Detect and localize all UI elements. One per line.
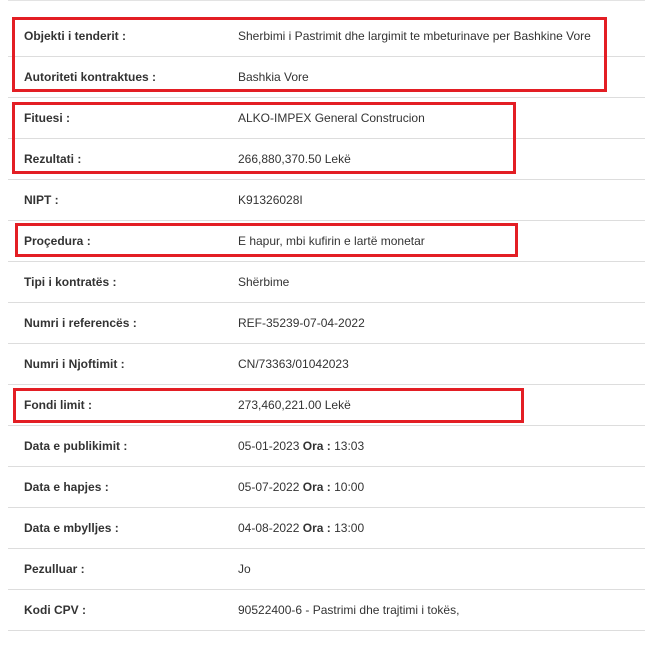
time-label: Ora : (302, 521, 331, 535)
row-value: Sherbimi i Pastrimit dhe largimit te mbeturinave per Bashkine Vore (238, 29, 591, 43)
row-hapja (8, 467, 645, 508)
time-value: 10:00 (334, 480, 365, 494)
row-label: NIPT : (24, 193, 59, 207)
row-value: 266,880,370.50 Lekë (238, 152, 351, 166)
row-autoriteti (8, 57, 645, 98)
row-label: Data e hapjes : (24, 480, 109, 494)
row-value (238, 508, 364, 549)
row-tipi (8, 262, 645, 303)
row-fondi (8, 385, 645, 426)
time-value: 13:00 (334, 521, 365, 535)
row-value: REF-35239-07-04-2022 (238, 316, 365, 330)
row-label: Tipi i kontratës : (24, 275, 117, 289)
row-label: Numri i Njoftimit : (24, 357, 125, 371)
date-value: 04-08-2022 (238, 521, 300, 535)
row-publikimi (8, 426, 645, 467)
row-pezulluar (8, 549, 645, 590)
time-label: Ora : (302, 480, 331, 494)
row-procedura (8, 221, 645, 262)
row-value: E hapur, mbi kufirin e lartë monetar (238, 234, 425, 248)
row-fituesi (8, 98, 645, 139)
row-referenca (8, 303, 645, 344)
row-cpv (8, 590, 645, 631)
row-label: Fondi limit : (24, 398, 92, 412)
row-value (238, 467, 364, 508)
row-label: Autoriteti kontraktues : (24, 70, 157, 84)
row-value: Jo (238, 562, 251, 576)
row-nipt (8, 180, 645, 221)
row-label: Rezultati : (24, 152, 82, 166)
row-value: K91326028I (238, 193, 303, 207)
row-label: Data e mbylljes : (24, 521, 119, 535)
time-label: Ora : (302, 439, 331, 453)
time-value: 13:03 (334, 439, 365, 453)
row-value: CN/73363/01042023 (238, 357, 349, 371)
row-label: Data e publikimit : (24, 439, 128, 453)
row-value: 90522400-6 - Pastrimi dhe trajtimi i tokës, (238, 603, 460, 617)
top-divider (8, 0, 645, 1)
row-objekti (8, 16, 645, 57)
row-njoftimi (8, 344, 645, 385)
row-value: 273,460,221.00 Lekë (238, 398, 351, 412)
row-label: Fituesi : (24, 111, 71, 125)
row-value: ALKO-IMPEX General Construcion (238, 111, 425, 125)
date-value: 05-07-2022 (238, 480, 300, 494)
row-label: Kodi CPV : (24, 603, 86, 617)
row-label: Objekti i tenderit : (24, 29, 127, 43)
row-value (238, 426, 364, 467)
row-label: Pezulluar : (24, 562, 85, 576)
row-rezultati (8, 139, 645, 180)
row-value: Bashkia Vore (238, 70, 309, 84)
tender-details-table (8, 16, 645, 631)
row-label: Proçedura : (24, 234, 91, 248)
row-mbyllja (8, 508, 645, 549)
date-value: 05-01-2023 (238, 439, 300, 453)
row-value: Shërbime (238, 275, 290, 289)
row-label: Numri i referencës : (24, 316, 137, 330)
